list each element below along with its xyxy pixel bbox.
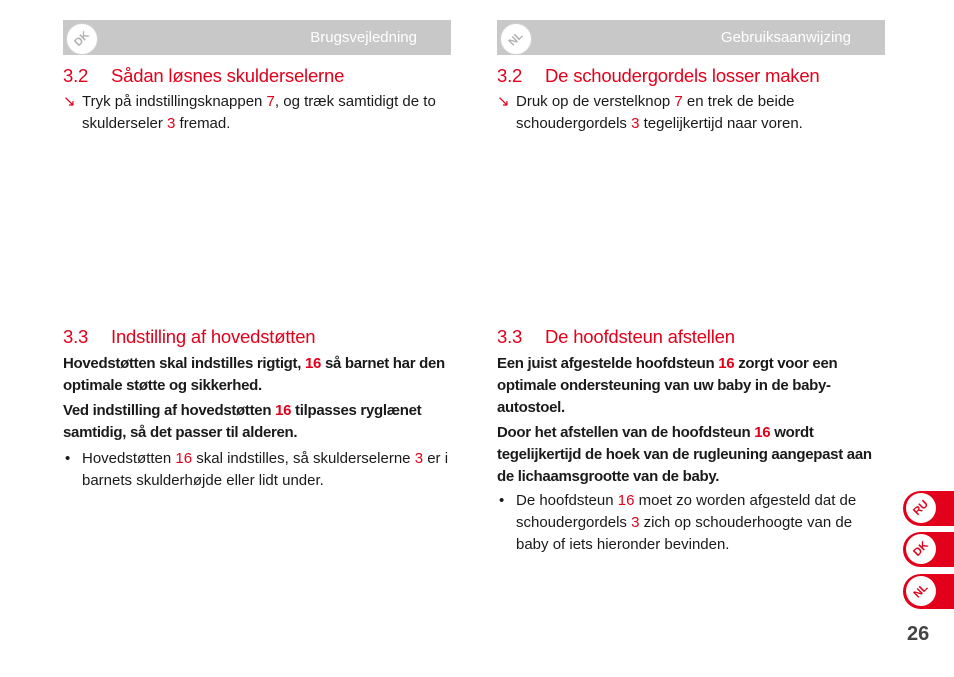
ref-number: 3 — [631, 115, 640, 132]
ref-number: 7 — [674, 93, 683, 110]
ref-number: 16 — [718, 355, 735, 372]
ref-number: 7 — [266, 93, 275, 110]
section-title: De schoudergordels losser maken — [545, 65, 820, 86]
note-paragraph-dk: Ved indstilling af hovedstøtten 16 tilpasses ryglænet samtidig, så det passer til alderen. — [63, 402, 422, 441]
section-title: Indstilling af hovedstøtten — [111, 326, 316, 347]
language-tab-nl[interactable] — [903, 574, 954, 609]
instruction-dk: ↘ Tryk på indstillingsknappen 7, og træk samtidigt de to skulderseler 3 fremad. — [63, 93, 436, 132]
ref-number: 3 — [167, 115, 176, 132]
header-bar-nl — [497, 20, 885, 55]
section-number: 3.2 — [63, 65, 89, 86]
language-badge-dk-tab: DK — [900, 528, 942, 570]
language-badge-nl-tab: NL — [900, 570, 942, 612]
page-number: 26 — [907, 623, 930, 645]
section-title: De hoofdsteun afstellen — [545, 326, 735, 347]
bullet-item-dk: • Hovedstøtten 16 skal indstilles, så skulderselerne 3 er i barnets skulderhøjde eller lidt under. — [65, 450, 449, 489]
language-tab-dk[interactable] — [903, 532, 954, 567]
section-title: Sådan løsnes skulderselerne — [111, 65, 345, 86]
ref-number: 16 — [304, 355, 322, 372]
section-heading-3-3-nl — [497, 326, 735, 348]
language-badge-dk: DK — [59, 16, 104, 61]
header-title-dk: Brugsvejledning — [310, 29, 417, 46]
section-heading-3-3-dk — [63, 326, 315, 348]
ref-number: 3 — [414, 450, 424, 467]
ref-number: 16 — [275, 402, 292, 419]
note-paragraph-nl: Door het afstellen van de hoofdsteun 16 wordt tegelijkertijd de hoek van de rugleuning aangepast aan de lichaamsgrootte van de baby. — [497, 424, 872, 485]
bullet-item-nl: • De hoofdsteun 16 moet zo worden afgesteld dat de schoudergordels 3 zich op schouderhoogte van de baby of iets hieronder bevinden. — [499, 492, 857, 553]
section-number: 3.3 — [63, 326, 89, 347]
header-title-nl: Gebruiksaanwijzing — [720, 29, 851, 46]
instruction-arrow-icon: ↘ — [497, 93, 510, 110]
ref-number: 16 — [617, 492, 635, 509]
intro-paragraph-dk: Hovedstøtten skal indstilles rigtigt, 16 så barnet har den optimale støtte og sikkerhed. — [63, 355, 445, 394]
section-number: 3.2 — [497, 65, 523, 86]
ref-number: 16 — [175, 450, 193, 467]
language-badge-ru: RU — [900, 487, 942, 529]
bullet-icon: • — [499, 492, 505, 509]
bullet-icon: • — [65, 450, 71, 467]
section-heading-3-2-dk — [63, 65, 344, 87]
section-heading-3-2-nl — [497, 65, 820, 87]
language-tab-ru[interactable] — [903, 491, 954, 526]
language-badge-nl: NL — [493, 16, 538, 61]
intro-paragraph-nl: Een juist afgestelde hoofdsteun 16 zorgt voor een optimale ondersteuning van uw baby in de baby-autostoel. — [497, 355, 838, 416]
ref-number: 3 — [631, 514, 640, 531]
ref-number: 16 — [754, 424, 771, 441]
header-bar-dk — [63, 20, 451, 55]
instruction-nl: ↘ Druk op de verstelknop 7 en trek de beide schoudergordels 3 tegelijkertijd naar voren. — [497, 93, 803, 132]
instruction-arrow-icon: ↘ — [63, 93, 76, 110]
section-number: 3.3 — [497, 326, 523, 347]
